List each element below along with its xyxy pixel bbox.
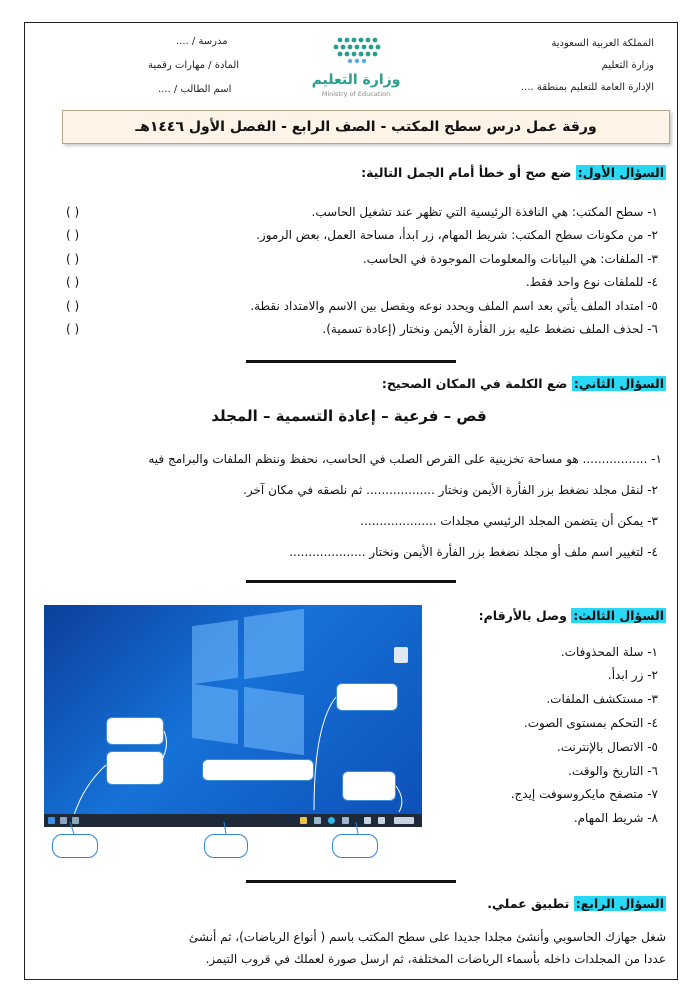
q1-item-1: ١- سطح المكتب: هي النافذة الرئيسية التي تظهر عند تشغيل الحاسب. <box>311 205 658 219</box>
section-divider <box>246 580 456 583</box>
q2-heading <box>382 376 666 391</box>
q2-prompt: ضع الكلمة في المكان الصحيح: <box>381 376 568 391</box>
logo-arabic-text: وزارة التعليم <box>311 72 401 88</box>
q2-label: السؤال الثاني: <box>573 376 664 391</box>
q1-answer-box-6[interactable]: ( ) <box>66 322 80 336</box>
q1-answer-box-5[interactable]: ( ) <box>66 299 80 313</box>
q2-item-4: ٤- لتغيير اسم ملف أو مجلد نضغط بزر الفأرة الأيمن ونختار .................... <box>289 545 658 559</box>
header-kingdom: المملكة العربية السعودية <box>551 38 654 49</box>
desktop-screenshot <box>44 605 422 827</box>
q3-item-3: ٣- مستكشف الملفات. <box>546 692 658 706</box>
worksheet-title: ورقة عمل درس سطح المكتب - الصف الرابع - الفصل الأول ١٤٤٦هـ <box>62 110 670 144</box>
q3-item-2: ٢- زر ابدأ. <box>607 668 658 682</box>
q3-item-1: ١- سلة المحذوفات. <box>560 645 658 659</box>
q2-word-bank: قص – فرعية – إعادة التسمية – المجلد <box>211 407 487 425</box>
q1-item-4: ٤- للملفات نوع واحد فقط. <box>525 275 658 289</box>
q3-heading <box>479 608 666 623</box>
q4-prompt: تطبيق عملي. <box>487 896 570 911</box>
q1-item-6: ٦- لحذف الملف نضغط عليه بزر الفأرة الأيمن ونختار (إعادة تسمية). <box>322 322 658 336</box>
q2-item-3: ٣- يمكن أن يتضمن المجلد الرئيسي مجلدات .................... <box>360 514 658 528</box>
q4-heading <box>487 896 666 911</box>
q1-answer-box-1[interactable]: ( ) <box>66 205 80 219</box>
ministry-logo <box>296 30 416 98</box>
q1-heading <box>361 165 666 180</box>
header-ministry: وزارة التعليم <box>601 60 654 71</box>
q3-item-8: ٨- شريط المهام. <box>573 811 658 825</box>
q3-item-5: ٥- الاتصال بالإنترنت. <box>556 740 658 754</box>
header-school: مدرسة / .... <box>176 36 228 47</box>
header-student-name: اسم الطالب / .... <box>158 84 232 95</box>
q1-item-3: ٣- الملفات: هي البيانات والمعلومات الموجودة في الحاسب. <box>362 252 658 266</box>
q3-item-4: ٤- التحكم بمستوى الصوت. <box>523 716 658 730</box>
q3-label: السؤال الثالث: <box>573 608 664 623</box>
q1-item-2: ٢- من مكونات سطح المكتب: شريط المهام، زر ابدأ، مساحة العمل، بعض الرموز. <box>256 228 658 242</box>
q4-label: السؤال الرابع: <box>575 896 664 911</box>
q1-answer-box-4[interactable]: ( ) <box>66 275 80 289</box>
section-divider <box>246 360 456 363</box>
logo-dots-icon <box>296 30 416 70</box>
q3-item-6: ٦- التاريخ والوقت. <box>568 764 658 778</box>
header-directorate: الإدارة العامة للتعليم بمنطقة .... <box>520 82 654 93</box>
q3-item-7: ٧- متصفح مايكروسوفت إيدج. <box>510 787 658 801</box>
q3-prompt: وصل بالأرقام: <box>478 608 567 623</box>
connector-lines-bottom <box>40 822 400 838</box>
q1-label: السؤال الأول: <box>577 165 664 180</box>
q1-answer-box-2[interactable]: ( ) <box>66 228 80 242</box>
logo-english-text: Ministry of Education <box>321 90 391 98</box>
q4-line-1: شغل جهازك الحاسوبي وأنشئ مجلدا جديدا على سطح المكتب باسم ( أنواع الرياضات)، ثم أنشئ <box>188 930 666 944</box>
q4-line-2: عددا من المجلدات داخله بأسماء الرياضات المختلفة، ثم ارسل صورة لعملك في قروب التيمز. <box>205 952 666 966</box>
q1-answer-box-3[interactable]: ( ) <box>66 252 80 266</box>
q2-item-1: ١- ................. هو مساحة تخزينية على القرص الصلب في الحاسب، نحفظ وننظم الملفات والبرامج فيه <box>148 452 662 466</box>
connector-lines <box>44 605 422 827</box>
q2-item-2: ٢- لنقل مجلد نضغط بزر الفأرة الأيمن ونختار .................. ثم نلصقه في مكان آخر. <box>243 483 658 497</box>
q1-prompt: ضع صح أو خطأ أمام الجمل التالية: <box>361 165 572 180</box>
section-divider <box>246 880 456 883</box>
header-subject: المادة / مهارات رقمية <box>148 60 240 71</box>
q1-item-5: ٥- امتداد الملف يأتي بعد اسم الملف ويحدد نوعه ويفصل بين الاسم والامتداد نقطة. <box>250 299 658 313</box>
